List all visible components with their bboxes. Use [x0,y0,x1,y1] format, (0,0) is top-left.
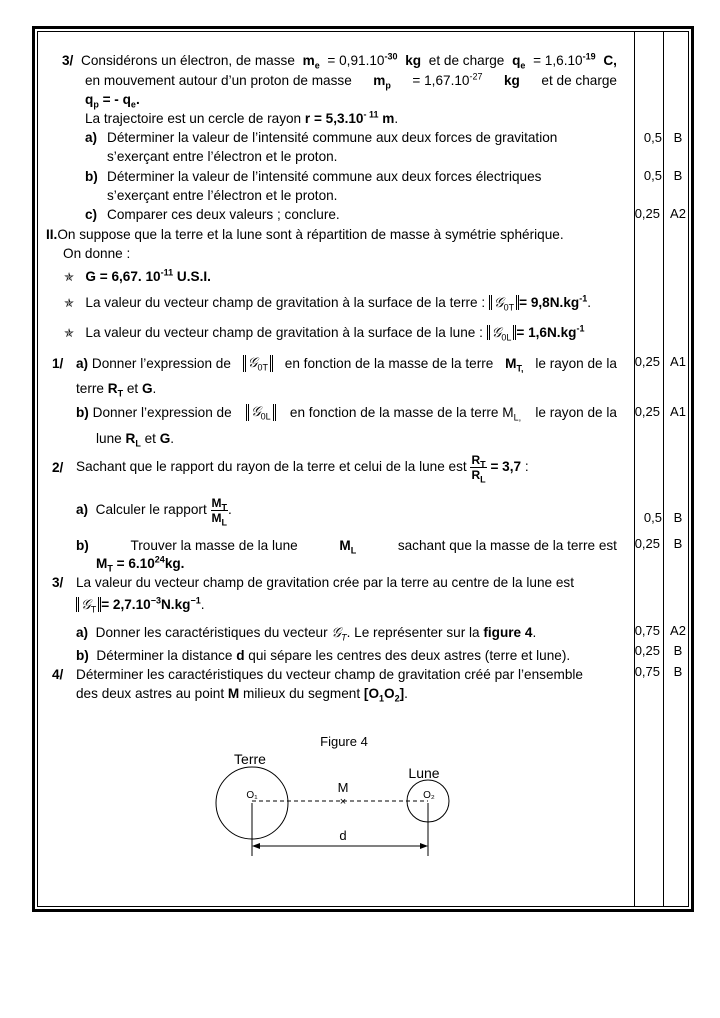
star-bullet-icon: ✯ [64,326,75,340]
q3-line-1-a: Considérons un électron, de masse [81,53,295,68]
q3-line-2-b: et de charge [541,73,617,88]
q2-statement: Sachant que le rapport du rayon de la terre et celui de la lune est $\frac{R_T}{R_L}$ = 3,7 : [76,452,529,485]
q3-charge-electron: $q_e$ [512,53,526,71]
norm-g0l: 𝒢$_{0L}$ [487,325,517,340]
mark-competence: B [673,536,683,551]
mark-points: 0,25 [634,643,660,658]
q3-mass-electron-value: = $0,91.10^{-30}$ [327,51,398,68]
arrow-head-left [252,843,260,849]
midpoint-cross: × [339,796,347,808]
figure-4 [200,728,480,868]
q3-charge-electron-unit: C, [603,53,617,68]
mark-points: 0,5 [643,510,662,525]
part-ii-intro: II.On suppose que la terre et la lune sont à répartition de masse à symétrie sphérique. [46,227,564,242]
q3a-text-1: Déterminer la valeur de l’intensité commune aux deux forces de gravitation [107,130,558,145]
norm-g0t: 𝒢$_{0T}$ [243,355,273,372]
q3b-text-1: Déterminer la valeur de l’intensité commune aux deux forces électriques [107,169,542,184]
norm-g0t: 𝒢$_{0T}$ [489,295,519,310]
q4-line-2: des deux astres au point M milieux du segment $[O_1O_2]$. [76,686,408,704]
q3-line-1 [62,52,617,69]
label-o2: O₂ [423,790,435,801]
q3-mass-proton-value: = $1,67.10^{-27}$ [412,71,483,88]
q3-charge-electron-value: = $1,6.10^{-19}$ [533,51,596,68]
star-bullet-icon: ✯ [64,296,75,310]
q2a: a) Calculer le rapport $\frac{M_T}{M_L}$ . [76,495,232,528]
label-terre: Terre [234,751,266,767]
points-column-divider [634,31,635,907]
q1a-line-2: terre $R_T$ et G. [76,381,157,399]
q3-mass-electron-unit: kg [405,53,422,68]
q3-mass-electron: $m_e$ [302,53,320,71]
q3b-number: 3/ [52,575,64,590]
q3-line-4: La trajectoire est un cercle de rayon $r = 5,3.10^{- 11}$ m. [85,109,399,126]
q3b-line-1: La valeur du vecteur champ de gravitation crée par la terre au centre de la lune est [76,575,574,590]
mark-points: 0,25 [634,354,660,369]
norm-g0l: 𝒢$_{0L}$ [246,404,276,421]
q2b-line-2: $M_T = 6.10^{24}kg$. [96,554,185,574]
q3-line-2-a: en mouvement autour d’un proton de masse [85,73,352,88]
mark-points: 0,25 [634,206,660,221]
q3-number: 3/ [62,53,74,68]
mark-competence: A2 [670,206,686,221]
q3c-text: Comparer ces deux valeurs ; conclure. [107,207,340,222]
star-bullet-icon: ✯ [64,270,75,284]
q3b-label: b) [85,169,98,184]
mark-points: 0,25 [634,536,660,551]
q3b-line-2: 𝒢$_T$ = $2,7.10^{-3}N.kg^{-1}$. [76,596,204,613]
mark-points: 0,75 [634,623,660,638]
q1-number: 1/ [52,356,64,371]
given-moon-surface-field: ✯ La valeur du vecteur champ de gravitation à la surface de la lune : 𝒢$_{0L}$ = $1,6N.kg^{-1}$ [64,323,585,343]
part-ii-donne: On donne : [63,246,131,261]
vector-gt: 𝒢$_T$ [331,625,347,643]
q3c-label: c) [85,207,98,222]
figure-title: Figure 4 [320,734,368,749]
given-earth-surface-field: ✯ La valeur du vecteur champ de gravitation à la surface de la terre : 𝒢$_{0T}$ = $9,8N.kg^{-1}$. [64,293,591,313]
q3a-text-2: s’exerçant entre l’électron et le proton. [107,149,338,164]
q3a-line-1: a) [85,130,98,145]
norm-gt: 𝒢$_T$ [76,597,101,612]
mark-points: 0,5 [643,130,662,145]
mark-competence: B [673,643,683,658]
mark-points: 0,75 [634,664,660,679]
label-o1: O₁ [246,790,258,801]
q2-number: 2/ [52,460,64,475]
mark-competence: B [673,510,683,525]
label-m: M [337,780,349,795]
q3-line-1-b: et de charge [428,53,505,68]
mark-competence: A1 [670,404,686,419]
given-gravitational-constant: ✯ G = 6,67. $10^{-11}$ U.S.I. [64,267,211,284]
q1b-line-2: lune $R_L$ et G. [96,431,175,449]
mark-points: 0,5 [643,168,662,183]
q2b-line-1: b) Trouver la masse de la lune $M_L$ sachant que la masse de la terre est [76,538,617,556]
label-lune: Lune [408,765,440,781]
q3-mass-proton-unit: kg [504,73,520,88]
mark-points: 0,25 [634,404,660,419]
q1a-line-1: a) Donner l’expression de 𝒢$_{0T}$ en fonction de la masse de la terre $M_{T,}$ le rayon de la [76,355,617,374]
q3-line-2 [85,72,617,89]
mark-competence: B [673,664,683,679]
mark-competence: B [673,130,683,145]
mark-competence: B [673,168,683,183]
q3-mass-proton: $m_p$ [373,73,391,91]
mark-competence: A1 [670,354,686,369]
q3b-a: a) Donner les caractéristiques du vecteur 𝒢$_T$. Le représenter sur la figure 4. [76,625,537,643]
label-d: d [339,828,347,843]
ratio-mt-ml: $\frac{M_T}{M_L}$ [211,495,228,528]
q3b-b: b) Déterminer la distance d qui sépare les centres des deux astres (terre et lune). [76,648,571,663]
q4-number: 4/ [52,667,64,682]
q1b-line-1: b) Donner l’expression de 𝒢$_{0L}$ en fonction de la masse de la terre $M_{L,}$ le rayon de la [76,404,617,423]
arrow-head-right [420,843,428,849]
competence-column-divider [663,31,664,907]
q4-line-1: Déterminer les caractéristiques du vecteur champ de gravitation créé par l’ensemble [76,667,583,682]
q3b-text-2: s’exerçant entre l’électron et le proton. [107,188,338,203]
q3-line-3: $q_p$ = - $q_e$. [85,92,140,110]
mark-competence: A2 [670,623,686,638]
ratio-rt-rl: $\frac{R_T}{R_L}$ [471,452,486,485]
